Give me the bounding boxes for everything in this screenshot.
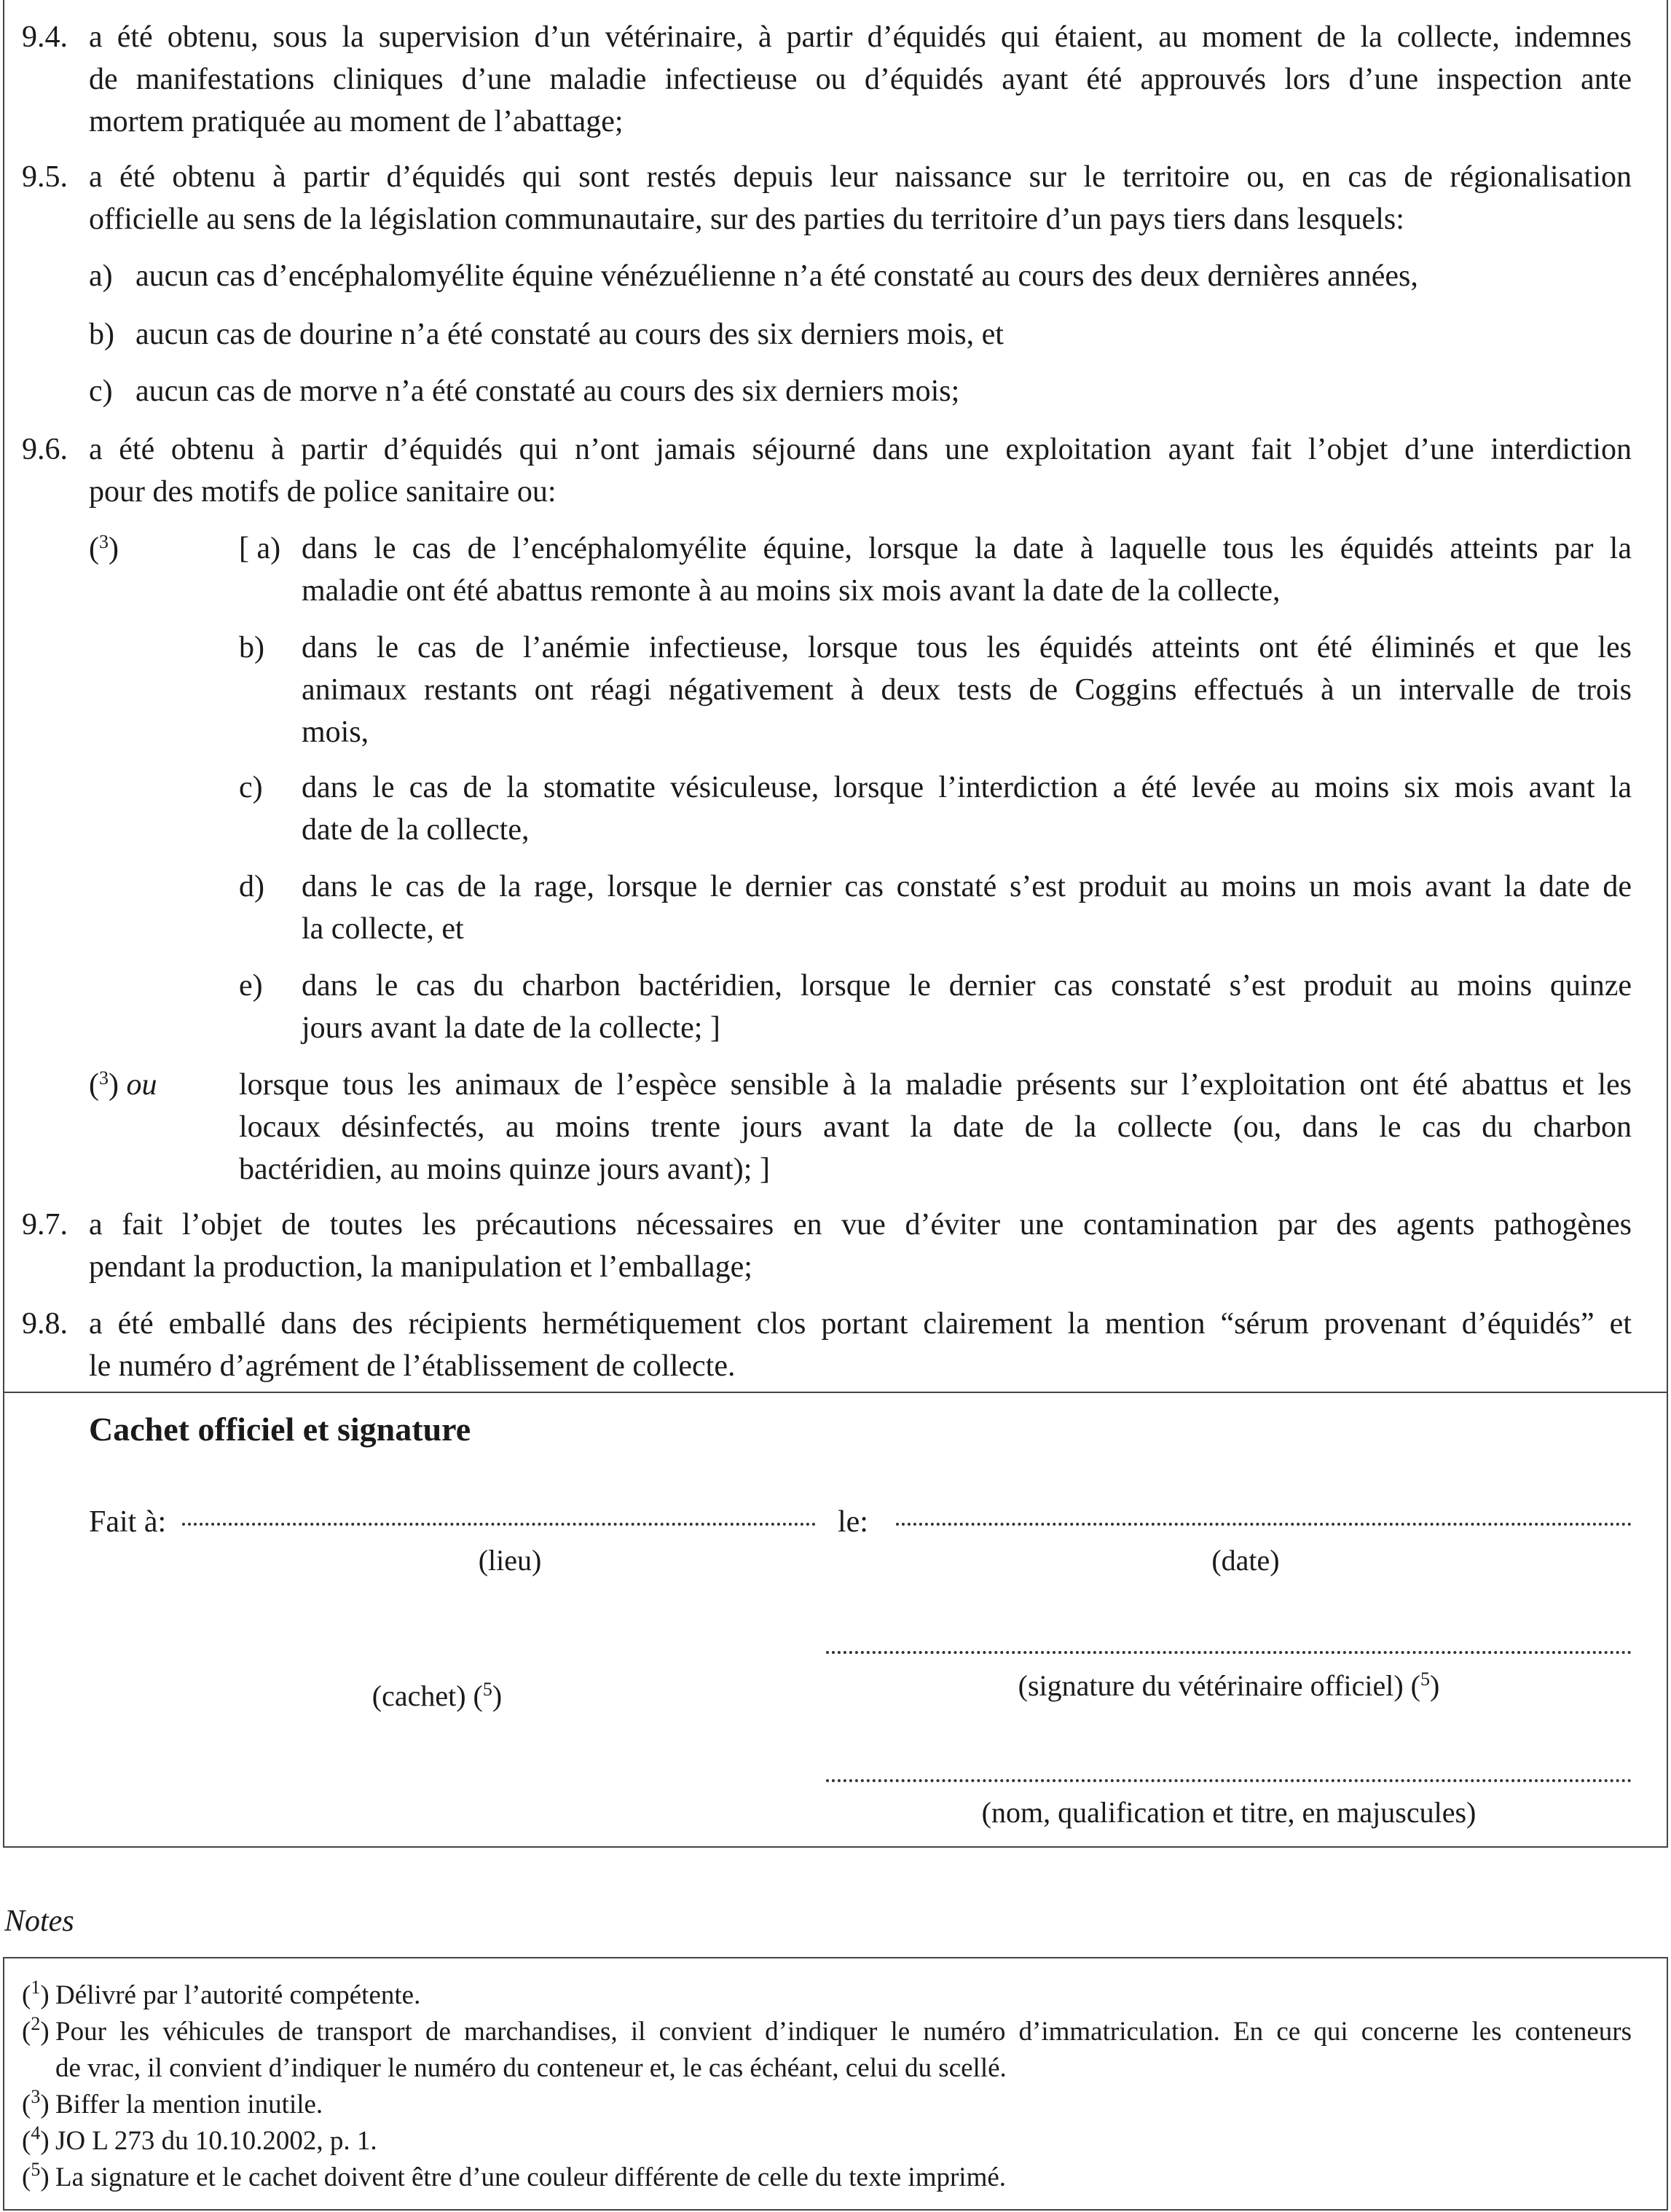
- item-9-4-line: a été obtenu, sous la supervision d’un vétérinaire, à partir d’équidés qui étaient, au moment de la collecte, indemnes: [89, 20, 1632, 54]
- item-9-5-b-text: aucun cas de dourine n’a été constaté au cours des six derniers mois, et: [135, 318, 1004, 351]
- note-2-text-cont: de vrac, il convient d’indiquer le numéro du conteneur et, le cas échéant, celui du scellé.: [55, 2053, 1007, 2083]
- note-2-text: Pour les véhicules de transport de marchandises, il convient d’indiquer le numéro d’immatriculation. En ce qui concerne les conteneurs: [55, 2017, 1632, 2047]
- item-9-8-line: le numéro d’agrément de l’établissement de collecte.: [89, 1349, 736, 1383]
- item-9-6-a-line: dans le cas de l’encéphalomyélite équine, lorsque la date à laquelle tous les équidés atteints par la: [302, 532, 1632, 565]
- item-9-4-line: mortem pratiquée au moment de l’abattage;: [89, 105, 624, 138]
- item-9-6-line: a été obtenu à partir d’équidés qui n’ont jamais séjourné dans une exploitation ayant fait l’objet d’une interdiction: [89, 433, 1632, 466]
- item-9-6-e-text: [302, 965, 1632, 1049]
- item-9-5-text: [89, 156, 1632, 240]
- item-9-6-c-line: dans le cas de la stomatite vésiculeuse, lorsque l’interdiction a été levée au moins six mois avant la: [302, 771, 1632, 804]
- note-3-text: Biffer la mention inutile.: [55, 2090, 323, 2119]
- item-9-5-c-label: c): [89, 374, 113, 408]
- item-9-6-c-label: c): [239, 771, 263, 804]
- item-9-4-number: 9.4.: [22, 20, 68, 54]
- item-9-6-text: [89, 428, 1632, 513]
- item-9-6-d-line: dans le cas de la rage, lorsque le dernier cas constaté s’est produit au moins un mois avant la date de: [302, 870, 1632, 903]
- item-9-6-a-line: maladie ont été abattus remonte à au moins six mois avant la date de la collecte,: [302, 574, 1281, 608]
- item-9-6-ou-line: bactéridien, au moins quinze jours avant); ]: [239, 1153, 770, 1186]
- footnote-ref-3: ($^3$): [89, 531, 119, 565]
- signature-heading: Cachet officiel et signature: [89, 1411, 471, 1448]
- item-9-6-c-line: date de la collecte,: [302, 813, 530, 847]
- note-5-label: ($^5$): [22, 2159, 50, 2192]
- fait-label: Fait à:: [89, 1505, 167, 1539]
- item-9-6-e-label: e): [239, 969, 263, 1003]
- note-1-label: ($^1$): [22, 1977, 50, 2010]
- item-9-6-b-line: dans le cas de l’anémie infectieuse, lorsque tous les équidés atteints ont été éliminés et que les: [302, 631, 1632, 664]
- item-9-6-ou-line: lorsque tous les animaux de l’espèce sensible à la maladie présents sur l’exploitation ont été abattus et les: [239, 1068, 1632, 1102]
- item-9-5-b-label: b): [89, 318, 114, 351]
- item-9-7-text: [89, 1204, 1632, 1288]
- date-field[interactable]: [896, 1523, 1632, 1526]
- item-9-6-d-text: [302, 866, 1632, 950]
- note-4-label: ($^4$): [22, 2122, 50, 2156]
- lieu-caption: (lieu): [478, 1544, 542, 1577]
- item-9-4-line: de manifestations cliniques d’une maladie infectieuse ou d’équidés ayant été approuvés lors d’une inspection ante: [89, 63, 1632, 96]
- lieu-field[interactable]: [182, 1523, 816, 1526]
- item-9-6-b-line: animaux restants ont réagi négativement à deux tests de Coggins effectués à un intervalle de trois: [302, 673, 1632, 707]
- cachet-caption: (cachet) ($^5$): [371, 1679, 503, 1712]
- item-9-5-a-label: a): [89, 259, 113, 293]
- item-9-8-line: a été emballé dans des récipients hermétiquement clos portant clairement la mention “sérum provenant d’équidés” et: [89, 1307, 1632, 1341]
- le-label: le:: [838, 1505, 868, 1539]
- item-9-5-number: 9.5.: [22, 160, 68, 194]
- item-9-6-ou-text: [239, 1064, 1632, 1191]
- item-9-6-b-text: [302, 627, 1632, 753]
- note-3-label: ($^3$): [22, 2086, 50, 2119]
- item-9-6-b-line: mois,: [302, 715, 369, 749]
- item-9-6-d-label: d): [239, 870, 264, 903]
- footnote-ref-3-ou: ($^3$) ou: [89, 1067, 157, 1102]
- item-9-6-a-label: [ a): [239, 532, 281, 565]
- item-9-6-e-line: dans le cas du charbon bactéridien, lorsque le dernier cas constaté s’est produit au moins quinze: [302, 969, 1632, 1003]
- item-9-6-d-line: la collecte, et: [302, 912, 464, 946]
- item-9-6-ou-line: locaux désinfectés, au moins trente jours avant la date de la collecte (ou, dans le cas du charbon: [239, 1110, 1632, 1144]
- item-9-4-text: [89, 16, 1632, 143]
- signature-field[interactable]: [826, 1651, 1632, 1654]
- name-field[interactable]: [826, 1779, 1632, 1782]
- note-2-label: ($^2$): [22, 2013, 50, 2047]
- note-4-text: JO L 273 du 10.10.2002, p. 1.: [55, 2126, 377, 2156]
- item-9-6-a-text: [302, 527, 1632, 612]
- item-9-6-e-line: jours avant la date de la collecte; ]: [302, 1011, 720, 1045]
- notes-title: Notes: [4, 1905, 74, 1938]
- item-9-7-number: 9.7.: [22, 1208, 68, 1242]
- item-9-6-c-text: [302, 766, 1632, 851]
- item-9-5-line: a été obtenu à partir d’équidés qui sont restés depuis leur naissance sur le territoire ou, en cas de régionalisation: [89, 160, 1632, 194]
- item-9-8-text: [89, 1303, 1632, 1387]
- item-9-6-line: pour des motifs de police sanitaire ou:: [89, 475, 557, 509]
- section-divider: [3, 1392, 1668, 1393]
- item-9-7-line: pendant la production, la manipulation et l’emballage;: [89, 1250, 752, 1284]
- date-caption: (date): [1211, 1544, 1280, 1577]
- item-9-8-number: 9.8.: [22, 1307, 68, 1341]
- item-9-5-line: officielle au sens de la législation communautaire, sur des parties du territoire d’un pays tiers dans lesquels:: [89, 203, 1404, 236]
- item-9-6-b-label: b): [239, 631, 264, 664]
- item-9-7-line: a fait l’objet de toutes les précautions nécessaires en vue d’éviter une contamination par des agents pathogènes: [89, 1208, 1632, 1242]
- signature-caption: (signature du vétérinaire officiel) ($^5$): [1018, 1668, 1440, 1702]
- note-5-text: La signature et le cachet doivent être d’une couleur différente de celle du texte imprimé.: [55, 2162, 1007, 2192]
- item-9-6-number: 9.6.: [22, 433, 68, 466]
- item-9-5-c-text: aucun cas de morve n’a été constaté au cours des six derniers mois;: [135, 374, 960, 408]
- name-caption: (nom, qualification et titre, en majuscules): [981, 1796, 1477, 1829]
- item-9-5-a-text: aucun cas d’encéphalomyélite équine vénézuélienne n’a été constaté au cours des deux dernières années,: [135, 259, 1418, 293]
- note-1-text: Délivré par l’autorité compétente.: [55, 1980, 421, 2010]
